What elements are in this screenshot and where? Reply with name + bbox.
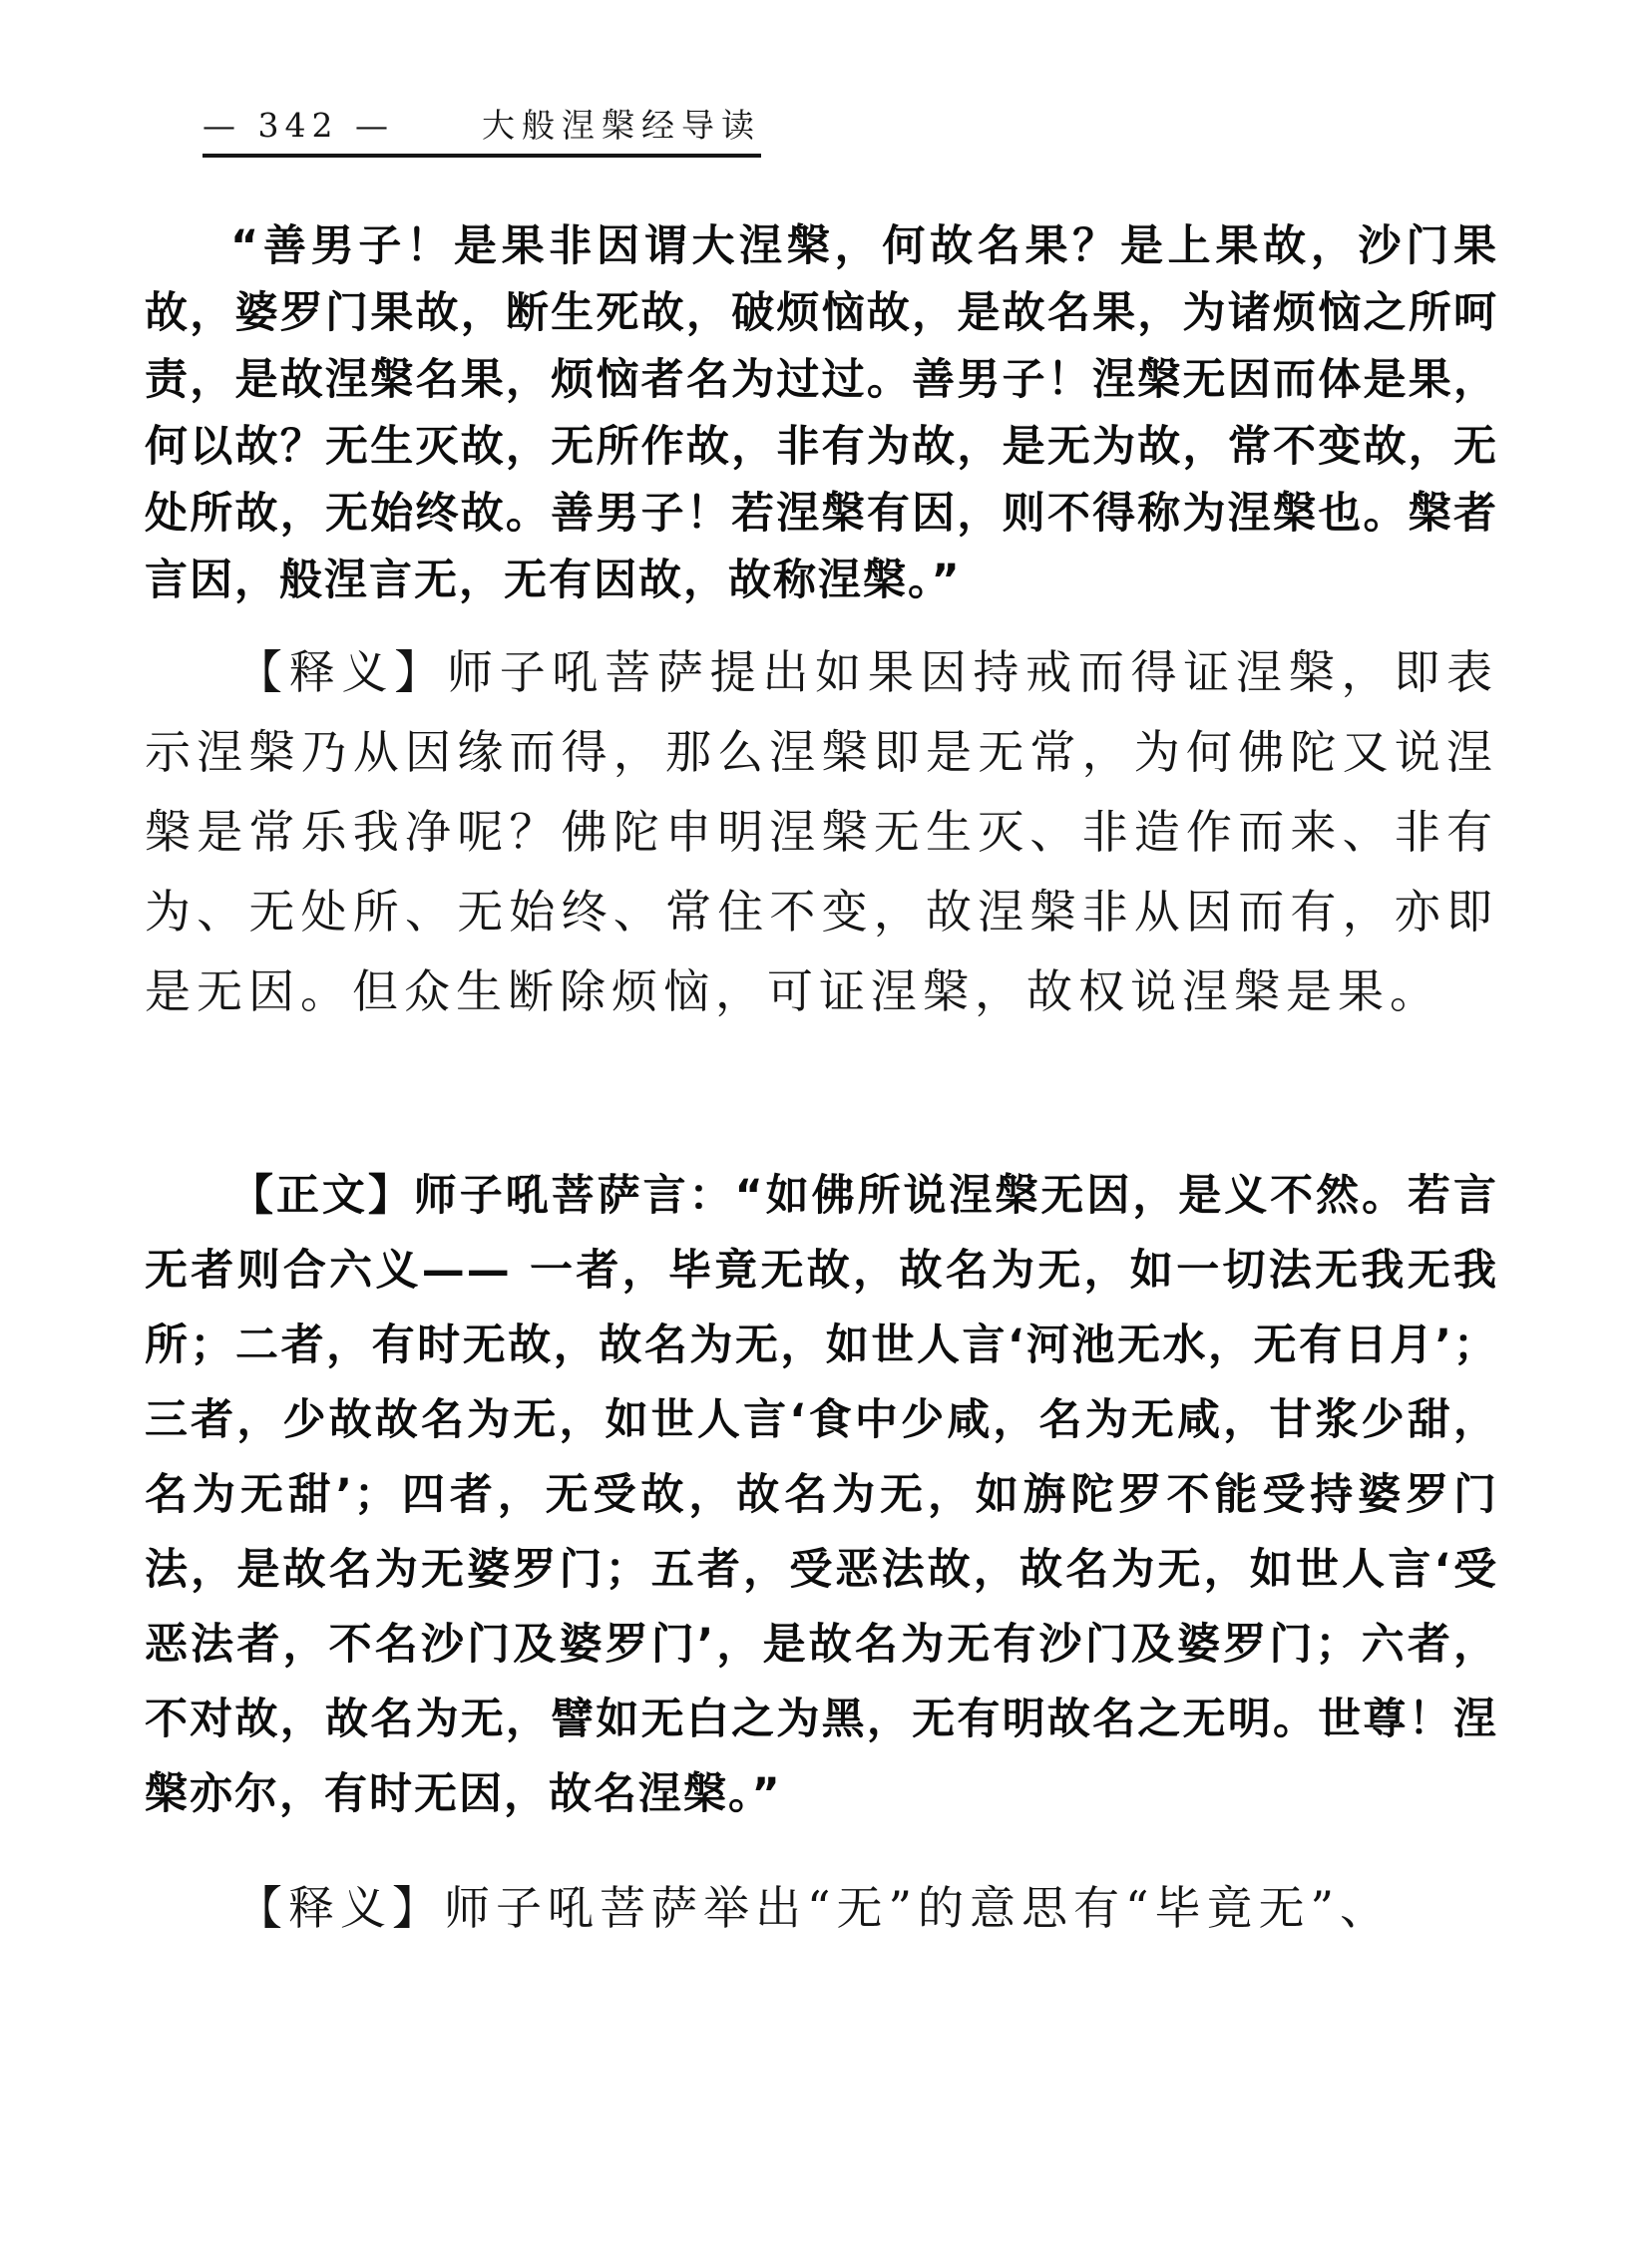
main-text-paragraph: 【正文】师子吼菩萨言：“如佛所说涅槃无因，是义不然。若言无者则合六义—— 一者，毕竟无故，故名为无，如一切法无我无我所；二者，有时无故，故名为无，如世人言‘河池无水，无有日月’；三者，少故故名为无，如世人言‘食中少咸，名为无咸，甘浆少甜，名为无甜’；四者，无受故，故名为无，如旃陀罗不能受持婆罗门法，是故名为无婆罗门；五者，受恶法故，故名为无，如世人言‘受恶法者，不名沙门及婆罗门’，是故名为无有沙门及婆罗门；六者，不对故，故名为无，譬如无白之为黑，无有明故名之无明。世尊！涅槃亦尔，有时无因，故名涅槃。” bbox=[145, 1171, 1498, 1819]
running-header bbox=[203, 108, 761, 158]
book-title: 大般涅槃经导读 bbox=[481, 106, 761, 145]
page-body bbox=[145, 213, 1498, 1948]
sutra-quote-paragraph: “善男子！是果非因谓大涅槃，何故名果？是上果故，沙门果故，婆罗门果故，断生死故，破烦恼故，是故名果，为诸烦恼之所呵责，是故涅槃名果，烦恼者名为过过。善男子！涅槃无因而体是果，何以故？无生灭故，无所作故，非有为故，是无为故，常不变故，无处所故，无始终故。善男子！若涅槃有因，则不得称为涅槃也。槃者言因，般涅言无，无有因故，故称涅槃。” bbox=[145, 221, 1498, 605]
commentary-paragraph-2: 【释义】师子吼菩萨举出“无”的意思有“毕竟无”、 bbox=[236, 1881, 1393, 1935]
commentary-paragraph-1: 【释义】师子吼菩萨提出如果因持戒而得证涅槃，即表示涅槃乃从因缘而得，那么涅槃即是无常，为何佛陀又说涅槃是常乐我净呢？佛陀申明涅槃无生灭、非造作而来、非有为、无处所、无始终、常住不变，故涅槃非从因而有，亦即是无因。但众生断除烦恼，可证涅槃，故权说涅槃是果。 bbox=[145, 645, 1498, 1018]
page-number: — 342 — bbox=[203, 106, 394, 145]
